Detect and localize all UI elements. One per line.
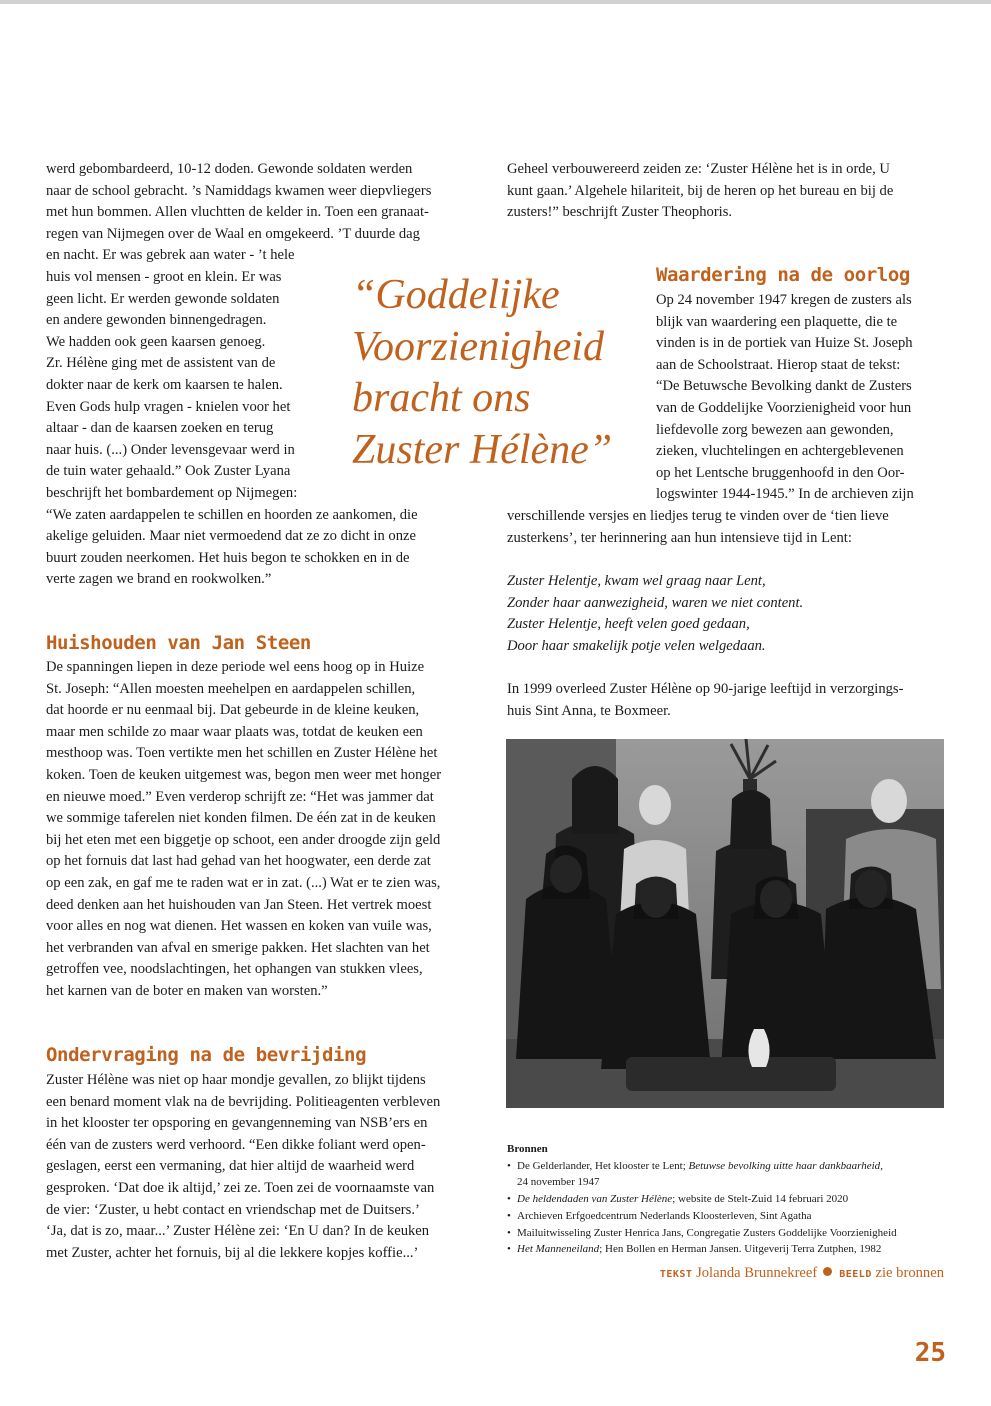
source-item [507, 1208, 947, 1225]
sources-block [507, 1141, 947, 1258]
paragraph-waardering-wide: verschillende versjes en liedjes terug te vinden over de ‘tien lieve zusterkens’, ter herinnering aan hun intensieve tijd in Lent: [507, 508, 889, 546]
source-title-italic: De heldendaden van Zuster Hélène [517, 1193, 673, 1206]
credits-line [580, 1265, 944, 1282]
source-title-italic: Het Manneneiland [517, 1243, 600, 1256]
image-source: zie bronnen [875, 1265, 944, 1281]
source-text: Archieven Erfgoedcentrum Nederlands Kloosterleven, Sint Agatha [517, 1209, 812, 1222]
paragraph-ondervraging: Zuster Hélène was niet op haar mondje gevallen, zo blijkt tijdens een benard moment vlak na de bevrijding. Politieagenten verbleven in het klooster ter opsporing en gevangenneming van NSB’ers en één van de zusters werd verhoord. “Een dikke foliant werd open- geslagen, eerst een vermaning, dat hier altijd de waarheid werd gesproken. ‘Dat doe ik altijd,’ zei ze. Toen zei de voornaamste van de vier: ‘Zuster, u hebt contact en vriendschap met de Duitsers.’ ‘Ja, dat is zo, maar...’ Zuster Hélène zei: ‘En U dan? In de keuken met Zuster, achter het fornuis, bij al die lekkere kopjes koffie...’ [46, 1072, 441, 1261]
heading-waardering: Waardering na de oorlog [656, 264, 910, 286]
source-text: ; website de Stelt-Zuid 14 februari 2020 [672, 1193, 849, 1206]
left-intro-paragraph: werd gebombardeerd, 10-12 doden. Gewonde soldaten werden naar de school gebracht. ’s Namiddags kwamen weer diepvliegers met hun bommen. Allen vluchtten de kelder in. Toen een granaat- regen van Nijmegen over de Waal en omgekeerd. ’T duurde dag en nacht. Er was gebrek aan water - ’t hele huis vol mensen - groot en klein. Er was geen licht. Er werden gewonde soldaten en andere gewonden binnengedragen. We hadden ook geen kaarsen genoeg. Zr. Hélène ging met de assistent van de dokter naar de kerk om kaarsen te halen. Even Gods hulp vragen - knielen voor het altaar - dan de kaarsen zoeken en terug naar huis. (...) Onder levensgevaar werd in de tuin water gehaald.” Ook Zuster Lyana beschrijft het bombardement op Nijmegen: “We zaten aardappelen te schillen en hoorden ze aankomen, die akelige geluiden. Maar niet vermoedend dat ze zo dicht in onze buurt zouden neerkomen. Het huis begon te schokken en in de verte zagen we brand en rookwolken.” [46, 161, 432, 588]
paragraph-waardering-narrow: Op 24 november 1947 kregen de zusters als blijk van waardering een plaquette, die te vinden is in de portiek van Huize St. Joseph aan de Schoolstraat. Hierop staat de tekst: “De Betuwsche Bevolking dankt de Zusters van de Goddelijke Voorzienigheid voor hun liefdevolle zorg bewezen aan gewonden, zieken, vluchtelingen en achtergeblevenen op het Lentsche bruggenhoofd in den Oor- logswinter 1944-1945.” In de archieven zijn [656, 292, 914, 503]
source-text: ; Hen Bollen en Herman Jansen. Uitgeverij Terra Zutphen, 1982 [599, 1243, 882, 1256]
author-name: Jolanda Brunnekreef [696, 1265, 818, 1281]
source-date: , 24 november 1947 [517, 1159, 883, 1189]
source-text: De Gelderlander, Het klooster te Lent; [517, 1159, 689, 1172]
group-photo [506, 739, 944, 1108]
page-number: 25 [914, 1338, 946, 1368]
top-border [0, 0, 991, 4]
source-text: Mailuitwisseling Zuster Henrica Jans, Congregatie Zusters Goddelijke Voorzienigheid [517, 1226, 897, 1239]
source-title-italic: Betuwse bevolking uitte haar dankbaarheid [688, 1159, 881, 1172]
source-item [507, 1241, 947, 1258]
image-label: BEELD [839, 1269, 872, 1280]
right-intro-paragraph: Geheel verbouwereerd zeiden ze: ‘Zuster Hélène het is in orde, U kunt gaan.’ Algehele hilariteit, bij de heren op het bureau en bij de zusters!” beschrijft Zuster Theophoris. [507, 161, 894, 221]
heading-huishouden: Huishouden van Jan Steen [46, 632, 311, 654]
paragraph-death: In 1999 overleed Zuster Hélène op 90-jarige leeftijd in verzorgings- huis Sint Anna, te Boxmeer. [507, 681, 904, 719]
source-item [507, 1225, 947, 1242]
paragraph-huishouden: De spanningen liepen in deze periode wel eens hoog op in Huize St. Joseph: “Allen moesten meehelpen en aardappelen schillen, dat hoorde er nu eenmaal bij. Dat gebeurde in de kleine keuken, maar men schilde zo maar waar plaats was, totdat de keuken een mesthoop was. Toen vertikte men het schillen en Zuster Hélène het koken. Toen de keuken uitgemest was, begon men weer met honger en nieuwe moed.” Even verderop schrijft ze: “Het was jammer dat we sommige taferelen niet konden filmen. De één zat in de keuken bij het eten met een biggetje op schoot, een ander droogde zijn geld op het fornuis dat last had gehad van het hoogwater, een derde zat op een zak, en gaf me te raden wat er in zat. (...) Wat er te zien was, deed denken aan het huishouden van Jan Steen. Het vertrek moest voor alles en nog wat dienen. Het wassen en koken van vuile was, het verbranden van afval en smerige pakken. Het slachten van het getroffen vee, noodslachtingen, het ophangen van stukken vlees, het karnen van de boter en maken van worsten.” [46, 659, 442, 999]
bullet-dot-icon [823, 1267, 832, 1276]
source-item [507, 1191, 947, 1208]
text-label: TEKST [659, 1269, 693, 1280]
poem: Zuster Helentje, kwam wel graag naar Lent, Zonder haar aanwezigheid, waren we niet content. Zuster Helentje, heeft velen goed gedaan, Door haar smakelijk potje velen welgedaan. [507, 573, 804, 654]
sources-list [507, 1158, 947, 1258]
sources-title: Bronnen [507, 1143, 548, 1155]
heading-ondervraging: Ondervraging na de bevrijding [46, 1044, 367, 1066]
source-item [507, 1158, 947, 1191]
pull-quote: “Goddelijke Voorzienigheid bracht ons Zuster Hélène” [352, 272, 613, 473]
